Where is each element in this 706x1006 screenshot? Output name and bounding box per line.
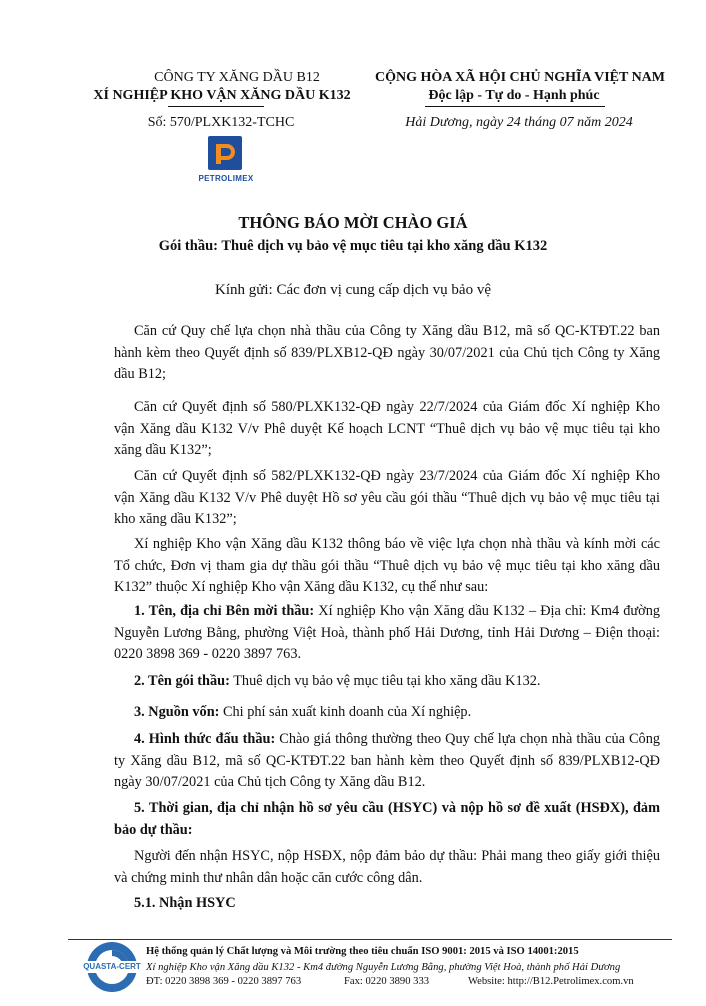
paragraph-requirements-text: Người đến nhận HSYC, nộp HSĐX, nộp đảm bảo dự thầu: Phải mang theo giấy giới thiệu và chứng minh thư nhân dân hoặc căn cước công dân. — [114, 848, 660, 886]
paragraph-basis-3-text: Căn cứ Quyết định số 582/PLXK132-QĐ ngày 23/7/2024 của Giám đốc Xí nghiệp Kho vận Xăng dầu K132 V/v Phê duyệt Hồ sơ yêu cầu gói thầu “Thuê dịch vụ bảo vệ mục tiêu tại kho xăng dầu K132”; — [114, 468, 660, 527]
motto: Độc lập - Tự do - Hạnh phúc — [428, 88, 600, 103]
section-1-text: Xí nghiệp Kho vận Xăng dầu K132 – Địa chỉ: Km4 đường Nguyễn Lương Bằng, phường Việt Hoà, thành phố Hải Dương, tỉnh Hải Dương – Điện thoại: 0220 3898 369 - 0220 3897 763. — [114, 603, 660, 662]
section-2-label: 2. Tên gói thầu: — [134, 673, 230, 689]
paragraph-basis-2 — [114, 397, 660, 462]
section-4 — [114, 729, 660, 794]
footer-address: Xí nghiệp Kho vận Xăng dầu K132 - Km4 đường Nguyễn Lương Bằng, phường Việt Hoà, thành phố Hải Dương — [146, 962, 621, 973]
footer-divider — [68, 939, 672, 940]
place-date: Hải Dương, ngày 24 tháng 07 năm 2024 — [405, 115, 633, 130]
section-4-label: 4. Hình thức đấu thầu: — [134, 731, 276, 747]
petrolimex-logo-text: PETROLIMEX — [198, 174, 254, 183]
section-3-text: Chi phí sản xuất kinh doanh của Xí nghiệp. — [219, 704, 472, 720]
section-2-text: Thuê dịch vụ bảo vệ mục tiêu tại kho xăng dầu K132. — [229, 673, 541, 689]
paragraph-announcement — [114, 534, 660, 599]
document-subtitle: Gói thầu: Thuê dịch vụ bảo vệ mục tiêu tại kho xăng dầu K132 — [158, 238, 548, 254]
footer-iso-line: Hệ thống quản lý Chất lượng và Môi trường theo tiêu chuẩn ISO 9001: 2015 và ISO 14001:2015 — [146, 946, 579, 957]
section-1 — [114, 601, 660, 666]
document-number: Số: 570/PLXK132-TCHC — [147, 115, 295, 130]
petrolimex-logo — [198, 136, 254, 186]
paragraph-basis-1 — [114, 321, 660, 386]
paragraph-basis-2-text: Căn cứ Quyết định số 580/PLXK132-QĐ ngày 22/7/2024 của Giám đốc Xí nghiệp Kho vận Xăng dầu K132 V/v Phê duyệt Kế hoạch LCNT “Thuê dịch vụ bảo vệ mục tiêu tại kho xăng dầu K132”; — [114, 399, 660, 458]
paragraph-requirements — [114, 846, 660, 889]
section-4-text: Chào giá thông thường theo Quy chế lựa chọn nhà thầu của Công ty Xăng dầu B12, mã số QC-KTĐT.22 ban hành kèm theo Quyết định số 839/PLXB12-QĐ ngày 30/07/2021 của Chủ tịch Công ty Xăng dầu B12. — [114, 731, 660, 790]
section-3 — [114, 702, 660, 724]
company-name: CÔNG TY XĂNG DẦU B12 — [154, 70, 320, 85]
paragraph-basis-3 — [114, 466, 660, 531]
enterprise-underline — [168, 106, 264, 107]
footer-website: Website: http://B12.Petrolimex.com.vn — [468, 976, 634, 987]
quasta-cert-logo-text: QUASTA-CERT — [83, 962, 141, 971]
quasta-cert-logo — [82, 940, 142, 994]
document-title: THÔNG BÁO MỜI CHÀO GIÁ — [238, 213, 468, 232]
recipient-line: Kính gửi: Các đơn vị cung cấp dịch vụ bảo vệ — [215, 282, 491, 298]
enterprise-name: XÍ NGHIỆP KHO VẬN XĂNG DẦU K132 — [93, 88, 351, 103]
section-5 — [114, 798, 660, 841]
section-1-label: 1. Tên, địa chỉ Bên mời thầu: — [134, 603, 315, 619]
footer-phone: ĐT: 0220 3898 369 - 0220 3897 763 — [146, 976, 302, 987]
paragraph-announcement-text: Xí nghiệp Kho vận Xăng dầu K132 thông báo về việc lựa chọn nhà thầu và kính mời các Tổ chức, Đơn vị tham gia dự thầu gói thầu “Thuê dịch vụ bảo vệ mục tiêu tại kho xăng dầu K132” thuộc Xí nghiệp Kho vận Xăng dầu K132, cụ thể như sau: — [114, 536, 660, 595]
country-name: CỘNG HÒA XÃ HỘI CHỦ NGHĨA VIỆT NAM — [374, 70, 665, 85]
section-5-label: 5. Thời gian, địa chỉ nhận hồ sơ yêu cầu (HSYC) và nộp hồ sơ đề xuất (HSĐX), đảm bảo dự thầu: — [114, 800, 660, 838]
paragraph-basis-1-text: Căn cứ Quy chế lựa chọn nhà thầu của Công ty Xăng dầu B12, mã số QC-KTĐT.22 ban hành kèm theo Quyết định số 839/PLXB12-QĐ ngày 30/07/2021 của Chủ tịch Công ty Xăng dầu B12; — [114, 323, 660, 382]
section-5-1-label: 5.1. Nhận HSYC — [134, 895, 236, 911]
section-2 — [114, 671, 660, 693]
motto-underline — [425, 106, 605, 107]
footer-fax: Fax: 0220 3890 333 — [344, 976, 430, 987]
section-3-label: 3. Nguồn vốn: — [134, 704, 220, 720]
section-5-1 — [114, 893, 660, 915]
